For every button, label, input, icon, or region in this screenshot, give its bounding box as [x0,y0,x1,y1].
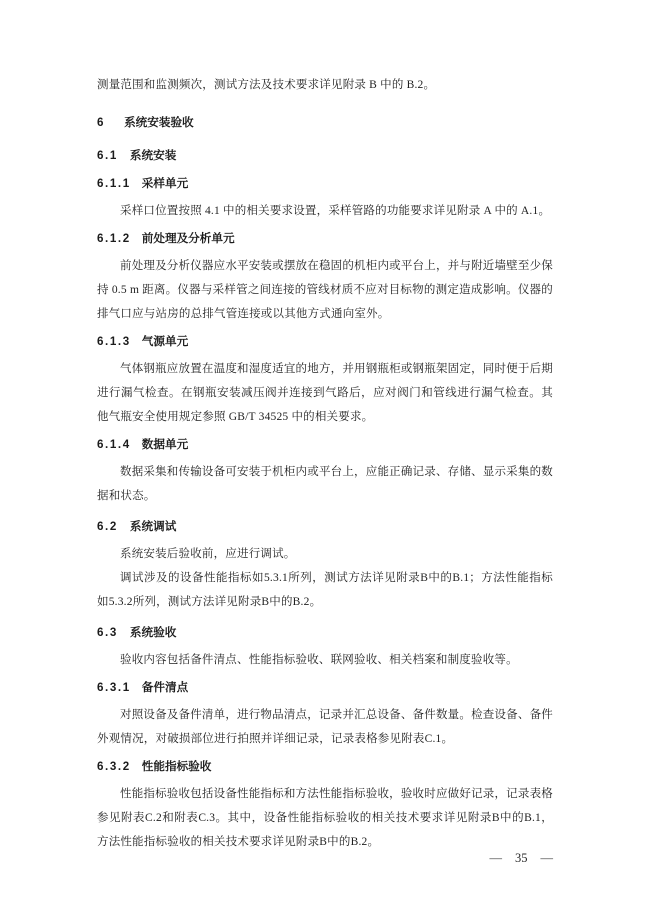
heading-title: 采样单元 [141,177,189,190]
paragraph: 采样口位置按照 4.1 中的相关要求设置，采样管路的功能要求详见附录 A 中的 A.1。 [120,205,551,217]
section-heading-6-1-3 [97,330,553,354]
paragraph: 验收内容包括备件清点、性能指标验收、联网验收、相关档案和制度验收等。 [120,654,518,666]
section-heading-6-1-4 [97,433,553,457]
heading-number: 6.3 [97,626,118,639]
heading-number: 6.3.1 [97,681,131,694]
section-heading-6-1-2 [97,227,553,251]
section-heading-6-1-1 [97,172,553,196]
heading-number: 6.1.2 [97,232,131,245]
paragraph: 调试涉及的设备性能指标如5.3.1所列，测试方法详见附录B中的B.1；方法性能指标如5.3.2所列，测试方法详见附录B中的B.2。 [97,572,553,608]
section-heading-6-1 [97,144,553,168]
heading-number: 6 [97,116,106,129]
section-heading-6-3 [97,621,553,645]
heading-title: 备件清点 [141,681,189,694]
page-number: 35 [515,851,528,865]
paragraph: 系统安装后验收前，应进行调试。 [120,548,296,560]
heading-number: 6.1.1 [97,177,131,190]
paragraph: 前处理及分析仪器应水平安装或摆放在稳固的机柜内或平台上，并与附近墙壁至少保持 0.5 m 距离。仪器与采样管之间连接的管线材质不应对目标物的测定造成影响。仪器的排气口应与站房的总排气管连接或以其他方式通向室外。 [97,260,553,320]
heading-number: 6.1 [97,149,118,162]
heading-title: 系统调试 [129,520,177,533]
paragraph-continuation: 测量范围和监测频次，测试方法及技术要求详见附录 B 中的 B.2。 [97,79,436,91]
paragraph: 数据采集和传输设备可安装于机柜内或平台上，应能正确记录、存储、显示采集的数据和状态。 [97,466,553,502]
heading-title: 数据单元 [141,438,189,451]
heading-title: 气源单元 [141,335,189,348]
paragraph: 性能指标验收包括设备性能指标和方法性能指标验收，验收时应做好记录，记录表格参见附表C.2和附表C.3。其中，设备性能指标验收的相关技术要求详见附录B中的B.1，方法性能指标验收的相关技术要求详见附录B中的B.2。 [97,788,553,848]
heading-title: 系统验收 [129,626,177,639]
footer-dash-right: — [540,851,553,865]
heading-number: 6.1.4 [97,438,131,451]
heading-title: 性能指标验收 [141,760,212,773]
page-footer [490,846,554,870]
section-heading-6-3-2 [97,755,553,779]
paragraph: 气体钢瓶应放置在温度和湿度适宜的地方，并用钢瓶柜或钢瓶架固定，同时便于后期进行漏气检查。在钢瓶安装减压阀并连接到气路后，应对阀门和管线进行漏气检查。其他气瓶安全使用规定参照 GB/T 34525 中的相关要求。 [97,363,553,423]
heading-title: 系统安装验收 [124,116,194,129]
heading-title: 系统安装 [129,149,177,162]
section-heading-6-3-1 [97,676,553,700]
heading-number: 6.1.3 [97,335,131,348]
heading-title: 前处理及分析单元 [141,232,235,245]
section-heading-6 [97,111,553,135]
footer-dash-left: — [489,851,502,865]
section-heading-6-2 [97,515,553,539]
heading-number: 6.3.2 [97,760,131,773]
heading-number: 6.2 [97,520,118,533]
paragraph: 对照设备及备件清单，进行物品清点，记录并汇总设备、备件数量。检查设备、备件外观情况，对破损部位进行拍照并详细记录，记录表格参见附表C.1。 [97,709,553,745]
